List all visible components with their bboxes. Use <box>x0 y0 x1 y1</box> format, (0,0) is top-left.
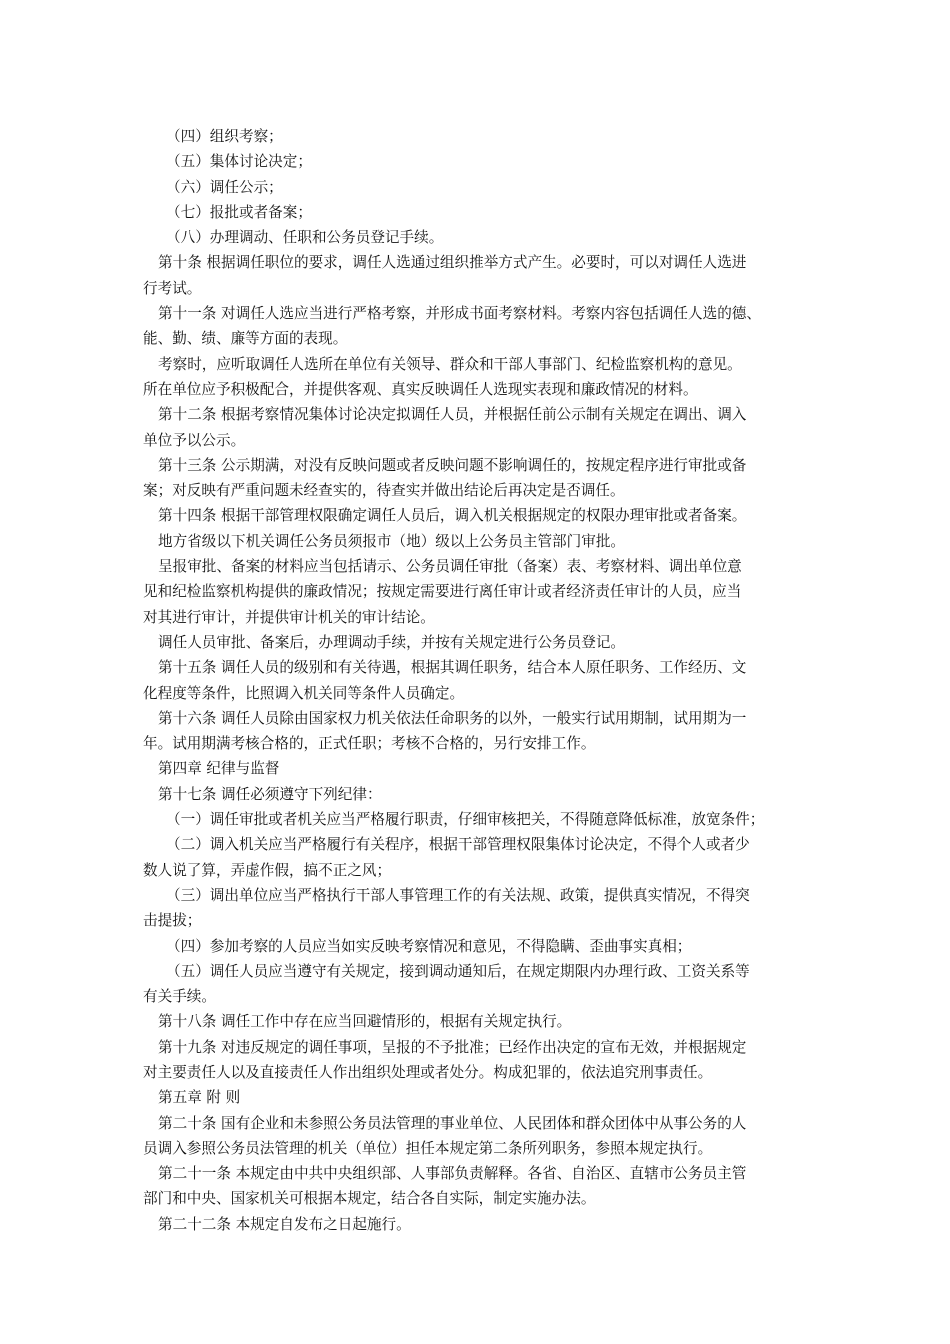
text-line: 第十二条 根据考察情况集体讨论决定拟调任人员，并根据任前公示制有关规定在调出、调入 <box>158 406 747 424</box>
text-line: 案；对反映有严重问题未经查实的，待查实并做出结论后再决定是否调任。 <box>143 482 625 500</box>
text-line: 第十五条 调任人员的级别和有关待遇，根据其调任职务，结合本人原任职务、工作经历、文 <box>158 659 747 677</box>
text-line: 第二十条 国有企业和未参照公务员法管理的事业单位、人民团体和群众团体中从事公务的人 <box>158 1114 747 1132</box>
text-line: （七）报批或者备案； <box>166 203 312 221</box>
text-line: 第十条 根据调任职位的要求，调任人选通过组织推举方式产生。必要时，可以对调任人选进 <box>158 254 747 272</box>
text-line: 年。试用期满考核合格的，正式任职；考核不合格的，另行安排工作。 <box>143 735 596 753</box>
text-line: （四）组织考察； <box>166 128 283 145</box>
text-line: （六）调任公示； <box>166 178 283 196</box>
text-line: 第二十一条 本规定由中共中央组织部、人事部负责解释。各省、自治区、直辖市公务员主管 <box>158 1165 747 1183</box>
text-line: 对主要责任人以及直接责任人作出组织处理或者处分。构成犯罪的，依法追究刑事责任。 <box>143 1063 713 1081</box>
text-line: （四）参加考察的人员应当如实反映考察情况和意见，不得隐瞒、歪曲事实真相； <box>166 937 692 955</box>
text-line: （二）调入机关应当严格履行有关程序，根据干部管理权限集体讨论决定，不得个人或者少 <box>166 836 750 854</box>
text-line: 能、勤、绩、廉等方面的表现。 <box>143 330 348 348</box>
text-line: （三）调出单位应当严格执行干部人事管理工作的有关法规、政策，提供真实情况，不得突 <box>166 886 750 904</box>
text-line: 第十七条 调任必须遵守下列纪律： <box>158 785 382 803</box>
text-line: （八）办理调动、任职和公务员登记手续。 <box>166 229 444 247</box>
text-line: 行考试。 <box>143 279 202 297</box>
text-line: 数人说了算，弄虚作假，搞不正之风； <box>143 861 392 879</box>
text-line: 呈报审批、备案的材料应当包括请示、公务员调任审批（备案）表、考察材料、调出单位意 <box>158 558 742 576</box>
text-line: 第十八条 调任工作中存在应当回避情形的，根据有关规定执行。 <box>158 1013 572 1031</box>
text-line: 第五章 附 则 <box>158 1089 241 1107</box>
text-line: （一）调任审批或者机关应当严格履行职责，仔细审核把关，不得随意降低标准，放宽条件； <box>166 811 765 829</box>
text-line: 调任人员审批、备案后，办理调动手续，并按有关规定进行公务员登记。 <box>158 633 626 651</box>
text-line: 第十九条 对违反规定的调任事项，呈报的不予批准；已经作出决定的宣布无效，并根据规定 <box>158 1038 747 1056</box>
text-line: 对其进行审计，并提供审计机关的审计结论。 <box>143 608 435 626</box>
text-line: 员调入参照公务员法管理的机关（单位）担任本规定第二条所列职务，参照本规定执行。 <box>143 1139 713 1157</box>
text-line: 第十三条 公示期满，对没有反映问题或者反映问题不影响调任的，按规定程序进行审批或备 <box>158 456 747 474</box>
text-line: （五）集体讨论决定； <box>166 153 312 171</box>
text-line: 第十六条 调任人员除由国家权力机关依法任命职务的以外，一般实行试用期制，试用期为一 <box>158 709 747 727</box>
text-line: 第二十二条 本规定自发布之日起施行。 <box>158 1215 411 1233</box>
text-line: 化程度等条件，比照调入机关同等条件人员确定。 <box>143 684 465 702</box>
text-line: 单位予以公示。 <box>143 431 246 449</box>
text-line: 第十四条 根据干部管理权限确定调任人员后，调入机关根据规定的权限办理审批或者备案。 <box>158 507 747 525</box>
text-line: 有关手续。 <box>143 988 216 1006</box>
text-line: 地方省级以下机关调任公务员须报市（地）级以上公务员主管部门审批。 <box>158 532 626 550</box>
text-line: 所在单位应予积极配合，并提供客观、真实反映调任人选现实表现和廉政情况的材料。 <box>143 380 698 398</box>
text-line: 击提拔； <box>143 912 202 930</box>
text-line: 考察时，应听取调任人选所在单位有关领导、群众和干部人事部门、纪检监察机构的意见。 <box>158 355 742 373</box>
text-line: （五）调任人员应当遵守有关规定，接到调动通知后，在规定期限内办理行政、工资关系等 <box>166 962 750 980</box>
text-line: 部门和中央、国家机关可根据本规定，结合各自实际，制定实施办法。 <box>143 1190 596 1208</box>
text-line: 见和纪检监察机构提供的廉政情况；按规定需要进行离任审计或者经济责任审计的人员，应当 <box>143 583 742 601</box>
document-body <box>143 124 815 1237</box>
text-line: 第十一条 对调任人选应当进行严格考察，并形成书面考察材料。考察内容包括调任人选的德、 <box>158 305 761 323</box>
text-line: 第四章 纪律与监督 <box>158 760 280 778</box>
